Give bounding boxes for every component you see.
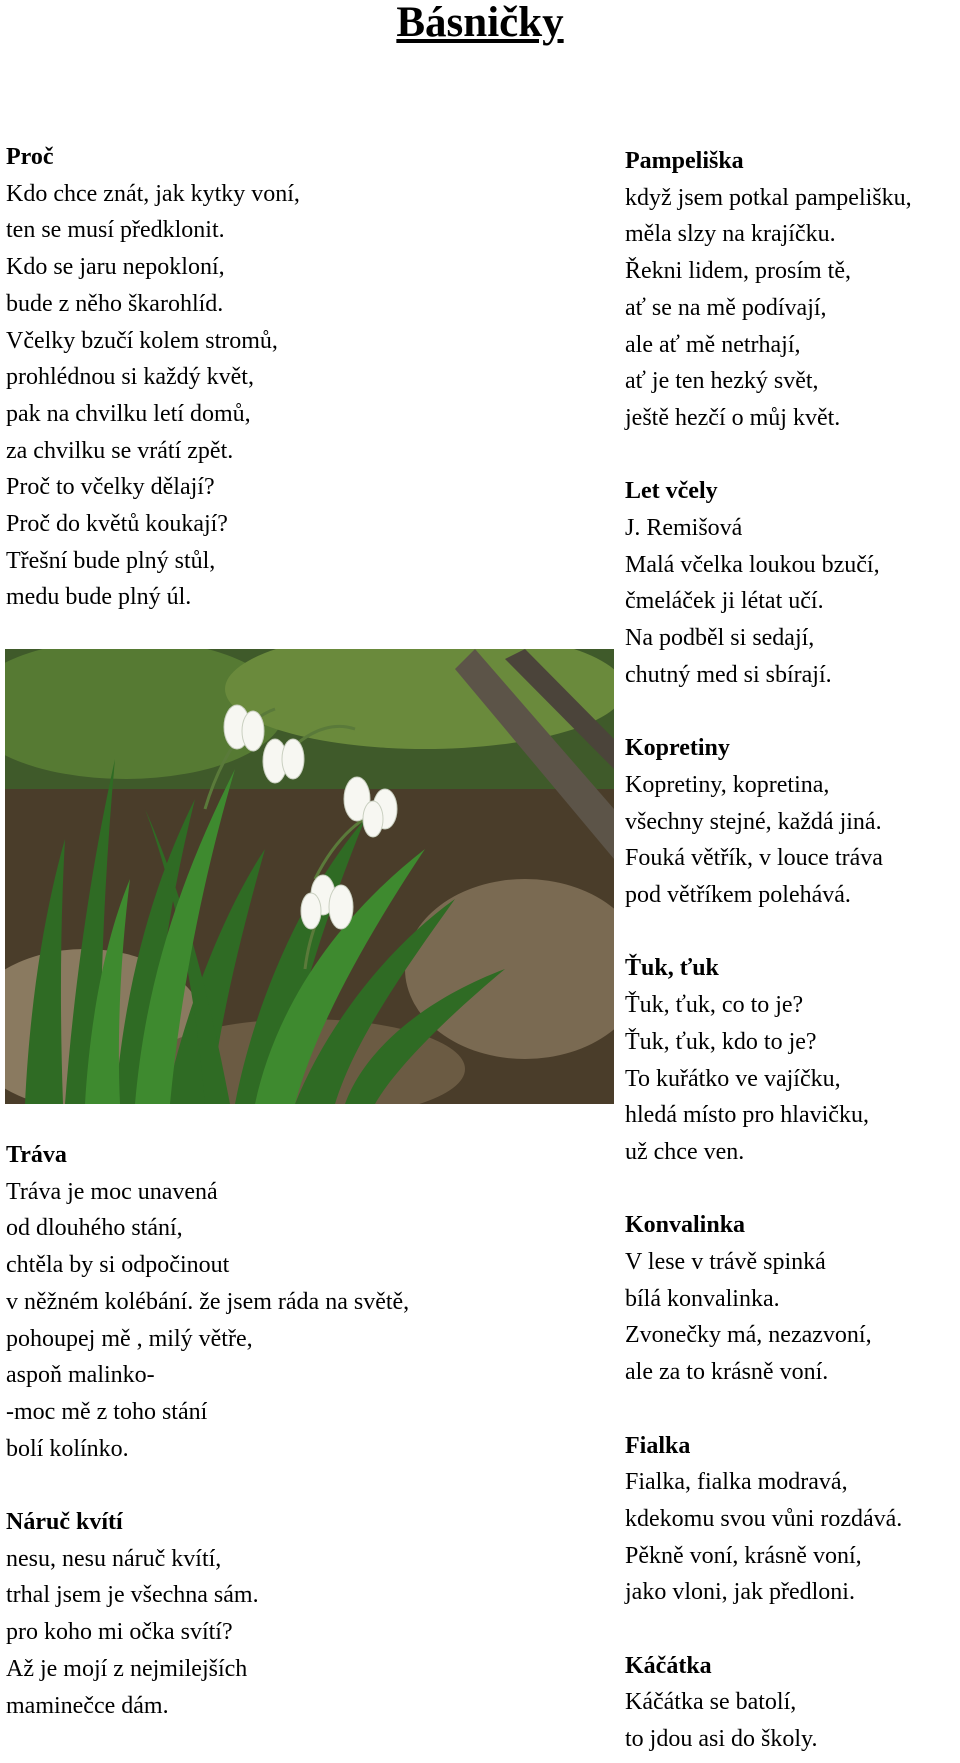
poem-line: Třešní bude plný stůl, — [6, 547, 216, 574]
poem-line: Pěkně voní, krásně voní, — [625, 1542, 862, 1569]
poem-line: Včelky bzučí kolem stromů, — [6, 327, 278, 354]
poem-title: Ťuk, ťuk — [625, 955, 719, 982]
poem-line: chutný med si sbírají. — [625, 661, 832, 688]
poem-line: medu bude plný úl. — [6, 584, 192, 611]
snowdrop-illustration — [5, 649, 614, 1104]
poem-line: Káčátka se batolí, — [625, 1689, 797, 1716]
poem-title: Kopretiny — [625, 735, 730, 762]
poem-line: Malá včelka loukou bzučí, — [625, 551, 880, 578]
poem-line: chtěla by si odpočinout — [6, 1252, 230, 1279]
right-column — [625, 143, 960, 1758]
poem-line: Kdo se jaru nepokloní, — [6, 254, 225, 281]
poem-line: Ťuk, ťuk, kdo to je? — [625, 1028, 817, 1055]
poem-line: za chvilku se vrátí zpět. — [6, 437, 234, 464]
poem-line: bolí kolínko. — [6, 1435, 129, 1462]
poem-author: J. Remišová — [625, 515, 743, 542]
poem-line: bude z něho škarohlíd. — [6, 290, 224, 317]
poem-proc — [6, 139, 606, 616]
poem-tuk-tuk — [625, 950, 960, 1170]
poem-line: hledá místo pro hlavičku, — [625, 1102, 869, 1129]
poem-pampeliska — [625, 143, 960, 437]
poem-line: kdekomu svou vůni rozdává. — [625, 1505, 903, 1532]
poem-line: nesu, nesu náruč kvítí, — [6, 1545, 222, 1572]
poem-line: všechny stejné, každá jiná. — [625, 808, 882, 835]
poem-line: to jdou asi do školy. — [625, 1726, 818, 1753]
poem-line: To kuřátko ve vajíčku, — [625, 1065, 841, 1092]
poem-line: trhal jsem je všechna sám. — [6, 1582, 259, 1609]
poem-line: Fialka, fialka modravá, — [625, 1469, 848, 1496]
poem-line: pro koho mi očka svítí? — [6, 1619, 233, 1646]
poem-line: už chce ven. — [625, 1138, 745, 1165]
poem-line: -moc mě z toho stání — [6, 1398, 208, 1425]
poem-line: V lese v trávě spinká — [625, 1249, 826, 1276]
poem-line: Kopretiny, kopretina, — [625, 771, 830, 798]
poem-line: Tráva je moc unavená — [6, 1178, 218, 1205]
poem-line: jako vloni, jak předloni. — [625, 1579, 855, 1606]
poem-line: Zvonečky má, nezazvoní, — [625, 1322, 872, 1349]
left-column-bottom — [6, 1137, 606, 1724]
poem-line: Řekni lidem, prosím tě, — [625, 258, 851, 285]
poem-line: čmeláček ji létat učí. — [625, 588, 824, 615]
poem-line: Kdo chce znát, jak kytky voní, — [6, 180, 300, 207]
poem-line: pohoupej mě , milý větře, — [6, 1325, 253, 1352]
snowdrop-photo — [5, 649, 614, 1104]
poem-kacatka — [625, 1648, 960, 1758]
poem-line: bílá konvalinka. — [625, 1285, 780, 1312]
poem-line: Proč to včelky dělají? — [6, 474, 215, 501]
poem-line: ale ať mě netrhají, — [625, 331, 801, 358]
poem-konvalinka — [625, 1207, 960, 1391]
poem-title: Proč — [6, 144, 54, 170]
poem-line: když jsem potkal pampelišku, — [625, 184, 912, 211]
poem-line: aspoň malinko- — [6, 1362, 155, 1389]
poem-line: v něžném kolébání. že jsem ráda na světě, — [6, 1288, 410, 1315]
poem-line: Fouká větřík, v louce tráva — [625, 845, 883, 872]
poem-line: od dlouhého stání, — [6, 1215, 183, 1242]
poem-title: Let včely — [625, 478, 718, 505]
poem-line: Na podběl si sedají, — [625, 625, 815, 652]
poem-line: prohlédnou si každý květ, — [6, 364, 254, 391]
poem-title: Tráva — [6, 1142, 67, 1168]
poem-title: Náruč kvítí — [6, 1509, 123, 1536]
poem-title: Káčátka — [625, 1652, 712, 1679]
poem-trava — [6, 1137, 606, 1467]
poem-line: ať je ten hezký svět, — [625, 368, 819, 395]
poem-title: Konvalinka — [625, 1212, 746, 1239]
poem-let-vcely — [625, 473, 960, 693]
poem-line: ať se na mě podívají, — [625, 294, 827, 321]
poem-title: Fialka — [625, 1432, 691, 1459]
poem-line: pak na chvilku letí domů, — [6, 400, 251, 427]
left-column-top — [6, 139, 606, 616]
poem-line: pod větříkem polehává. — [625, 882, 851, 909]
poem-line: Až je mojí z nejmilejších — [6, 1655, 248, 1682]
poem-line: ještě hezčí o můj květ. — [625, 404, 841, 431]
poem-kopretiny — [625, 730, 960, 914]
poem-line: měla slzy na krajíčku. — [625, 221, 836, 248]
poem-naruc-kviti — [6, 1504, 606, 1724]
poem-line: ale za to krásně voní. — [625, 1359, 829, 1386]
poem-fialka — [625, 1428, 960, 1612]
poem-title: Pampeliška — [625, 148, 744, 174]
page-title: Básničky — [396, 0, 564, 46]
poem-line: Proč do květů koukají? — [6, 511, 228, 538]
poem-line: maminečce dám. — [6, 1692, 169, 1719]
poem-line: ten se musí předklonit. — [6, 217, 225, 244]
poem-line: Ťuk, ťuk, co to je? — [625, 992, 804, 1019]
